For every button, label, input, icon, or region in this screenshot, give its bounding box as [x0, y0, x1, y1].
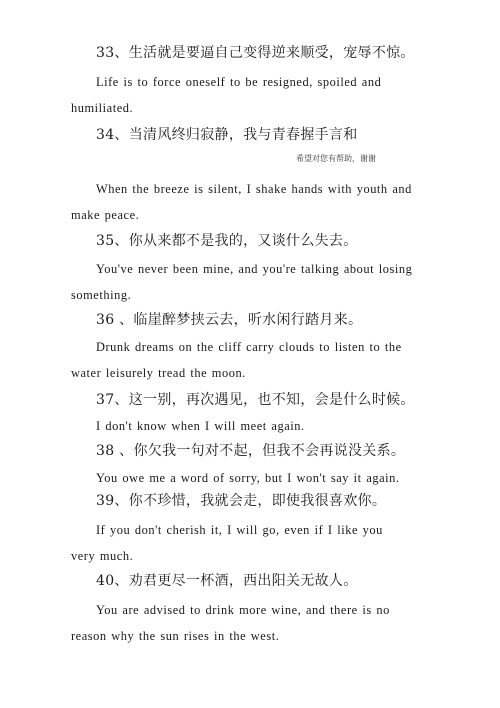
entry-38-chinese: 38 、你欠我一句对不起，但我不会再说没关系。 [96, 443, 406, 459]
entry-33-english-line-2: humiliated. [71, 101, 134, 115]
entry-33-english-line-1: Life is to force oneself to be resigned, spoiled and [96, 75, 382, 89]
entry-40-english-line-1: You are advised to drink more wine, and there is no [96, 603, 390, 617]
entry-37-english-line-1: I don't know when I will meet again. [96, 419, 305, 433]
entry-38-english-line-1: You owe me a word of sorry, but I won't say it again. [96, 471, 400, 485]
entry-35-chinese: 35、你从来都不是我的，又谈什么失去。 [96, 233, 358, 249]
entry-37-chinese: 37、这一别，再次遇见，也不知，会是什么时候。 [96, 392, 415, 408]
entry-34-english-line-1: When the breeze is silent, I shake hands with youth and [96, 182, 412, 196]
entry-40-chinese: 40、劝君更尽一杯酒，西出阳关无故人。 [96, 573, 358, 589]
entry-36-english-line-1: Drunk dreams on the cliff carry clouds to listen to the [96, 340, 402, 354]
entry-36-english-line-2: water leisurely tread the moon. [71, 366, 246, 380]
entry-39-chinese: 39、你不珍惜，我就会走，即使我很喜欢你。 [96, 493, 387, 509]
entry-39-english-line-1: If you don't cherish it, I will go, even if I like you [96, 523, 383, 537]
entry-35-english-line-2: something. [71, 288, 132, 302]
entry-39-english-line-2: very much. [71, 549, 134, 563]
entry-34-english-line-2: make peace. [71, 208, 140, 222]
entry-35-english-line-1: You've never been mine, and you're talking about losing [96, 262, 413, 276]
entry-40-english-line-2: reason why the sun rises in the west. [71, 629, 280, 643]
entry-36-chinese: 36 、临崖醉梦挟云去，听水闲行踏月来。 [96, 312, 363, 328]
entry-33-chinese: 33、生活就是要逼自己变得逆来顺受，宠辱不惊。 [96, 45, 415, 61]
entry-34-note: 希望对您有帮助，谢谢 [296, 154, 376, 163]
entry-34-chinese: 34、当清风终归寂静，我与青春握手言和 [96, 127, 358, 143]
